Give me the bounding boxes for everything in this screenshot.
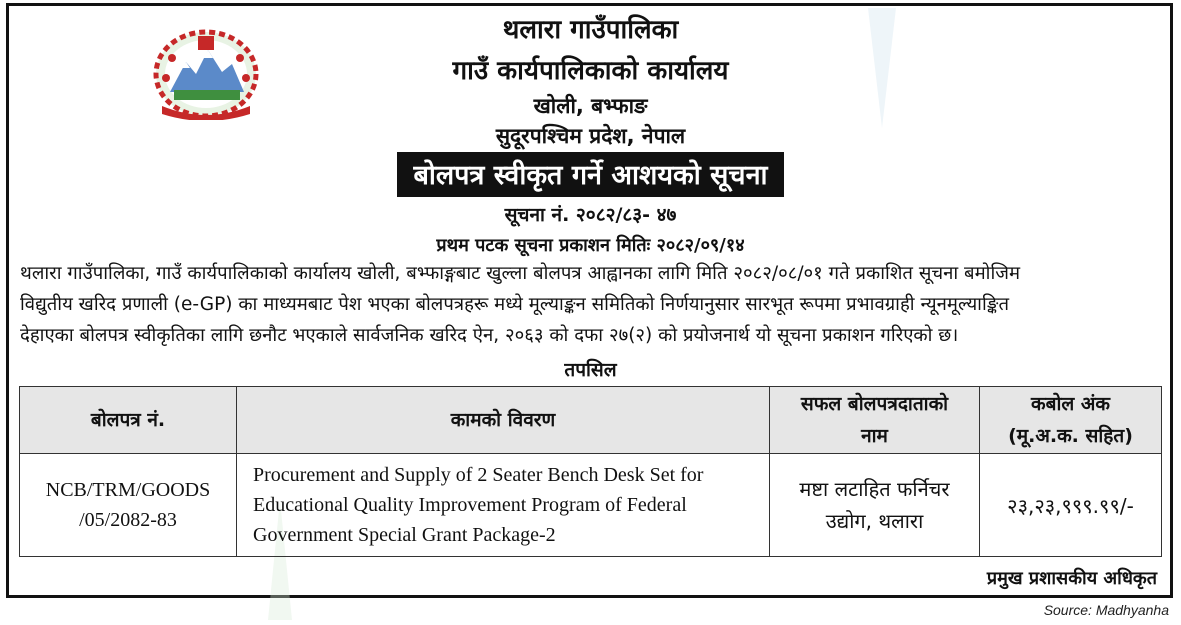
- header-amount-line1: कबोल अंक: [1031, 393, 1110, 415]
- cell-bid-no: [20, 454, 237, 557]
- description-line: Educational Quality Improvement Program of Federal: [253, 494, 687, 516]
- header-amount: [980, 387, 1162, 454]
- cell-amount: २३,२३,९९९.९९/-: [980, 454, 1162, 557]
- description-line: Procurement and Supply of 2 Seater Bench Desk Set for: [253, 464, 704, 486]
- paragraph-line: विद्युतीय खरिद प्रणाली (e-GP) का माध्यमबाट पेश भएका बोलपत्रहरू मध्ये मूल्याङ्कन समितिको निर्णयानुसार सारभूत रूपमा प्रभावग्राही न्यूनमूल्याङ्कित: [20, 294, 1010, 315]
- address-line-2: सुदूरपश्चिम प्रदेश, नेपाल: [495, 124, 686, 148]
- notice-banner-wrap: [0, 152, 1181, 197]
- header-bidder: [770, 387, 980, 454]
- description-line: Government Special Grant Package-2: [253, 524, 556, 546]
- paragraph-line: थलारा गाउँपालिका, गाउँ कार्यपालिकाको कार्यालय खोली, बभ्फाङ्गबाट खुल्ला बोलपत्र आह्वानका लागि मिति २०८२/०८/०१ गते प्रकाशित सूचना बमोजिम: [20, 263, 1021, 284]
- table-row: [20, 454, 1162, 557]
- signatory: प्रमुख प्रशासकीय अधिकृत: [986, 568, 1157, 589]
- notice-paragraph: [20, 258, 1162, 351]
- cell-bidder: [770, 454, 980, 557]
- cell-description: [237, 454, 770, 557]
- paragraph-line: देहाएका बोलपत्र स्वीकृतिका लागि छनौट भएकाले सार्वजनिक खरिद ऐन, २०६३ को दफा २७(२) को प्रयोजनार्थ यो सूचना प्रकाशन गरिएको छ।: [20, 325, 959, 346]
- header-bid-no: बोलपत्र नं.: [20, 387, 237, 454]
- bidder-line2: उद्योग, थलारा: [825, 509, 924, 533]
- header-bidder-line2: नाम: [861, 425, 888, 447]
- source-credit: Source: Madhyanha: [1043, 602, 1169, 618]
- award-table: [19, 386, 1162, 557]
- municipality-title: थलारा गाउँपालिका: [502, 15, 679, 45]
- header-amount-line2: (मू.अ.क. सहित): [1008, 425, 1133, 447]
- first-publish-date: प्रथम पटक सूचना प्रकाशन मितिः २०८२/०९/१४: [436, 235, 745, 256]
- bid-no-line1: NCB/TRM/GOODS: [45, 479, 211, 501]
- office-title: गाउँ कार्यपालिकाको कार्यालय: [452, 56, 729, 86]
- notice-number: सूचना नं. २०८२/८३- ४७: [504, 204, 677, 226]
- header-bidder-line1: सफल बोलपत्रदाताको: [800, 393, 949, 415]
- bid-no-line2: /05/2082-83: [79, 509, 177, 531]
- header-description: कामको विवरण: [237, 387, 770, 454]
- notice-banner: बोलपत्र स्वीकृत गर्ने आशयको सूचना: [397, 152, 783, 197]
- bidder-line1: मष्टा लटाहित फर्निचर: [799, 477, 950, 501]
- schedule-title: तपसिल: [564, 359, 617, 381]
- table-header-row: [20, 387, 1162, 454]
- address-line-1: खोली, बभ्फाङ: [533, 94, 648, 118]
